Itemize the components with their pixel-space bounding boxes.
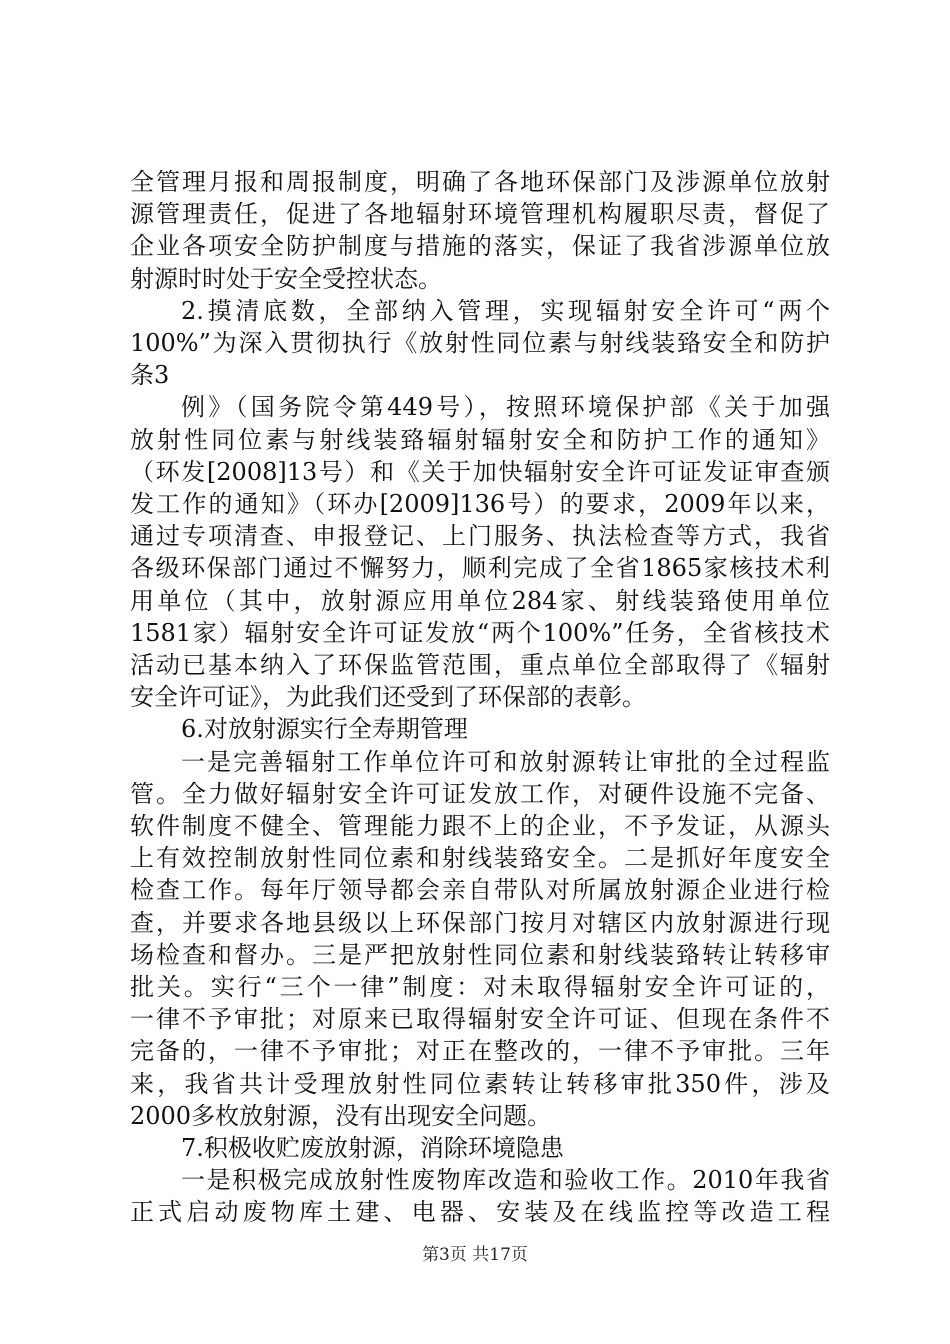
body-line: 放射性同位素与射线装臵辐射辐射安全和防护工作的通知》 <box>130 425 830 454</box>
body-line: 场检查和督办。三是严把放射性同位素和射线装臵转让转移审 <box>130 940 830 969</box>
section-heading: 7.积极收贮废放射源，消除环境隐患 <box>181 1134 564 1162</box>
section-heading: 6.对放射源实行全寿期管理 <box>181 715 468 744</box>
body-line: 正式启动废物库土建、电器、安装及在线监控等改造工程 <box>130 1198 830 1227</box>
body-line: 100%”为深入贯彻执行《放射性同位素与射线装臵安全和防护 <box>130 329 830 357</box>
body-line: 发工作的通知》（环办[2009]136号）的要求，2009年以来， <box>130 490 830 518</box>
body-line: 企业各项安全防护制度与措施的落实，保证了我省涉源单位放 <box>130 232 830 261</box>
body-line: 软件制度不健全、管理能力跟不上的企业，不予发证，从源头 <box>130 812 830 840</box>
body-line: 用单位（其中，放射源应用单位284家、射线装臵使用单位 <box>130 586 830 615</box>
body-line: 各级环保部门通过不懈努力，顺利完成了全省1865家核技术利 <box>130 554 830 583</box>
body-line: 管。全力做好辐射安全许可证发放工作，对硬件设施不完备、 <box>130 779 830 808</box>
body-line: 1581家）辐射安全许可证发放“两个100%”任务，全省核技术 <box>130 618 830 647</box>
body-line: 来，我省共计受理放射性同位素转让转移审批350件，涉及 <box>130 1069 830 1098</box>
body-line: 查，并要求各地县级以上环保部门按月对辖区内放射源进行现 <box>130 908 830 937</box>
body-line: 通过专项清查、申报登记、上门服务、执法检查等方式，我省 <box>130 522 830 551</box>
body-line: 射源时时处于安全受控状态。 <box>130 264 442 293</box>
body-line: 批关。实行“三个一律”制度：对未取得辐射安全许可证的， <box>130 973 830 1001</box>
body-line: 完备的，一律不予审批；对正在整改的，一律不予审批。三年 <box>130 1037 830 1066</box>
body-line: 2000多枚放射源，没有出现安全问题。 <box>130 1101 552 1130</box>
body-line: 全管理月报和周报制度，明确了各地环保部门及涉源单位放射 <box>130 168 830 196</box>
body-line: 上有效控制放射性同位素和射线装臵安全。二是抓好年度安全 <box>130 844 830 873</box>
body-line: 例》（国务院令第449号），按照环境保护部《关于加强 <box>181 393 830 422</box>
section-heading: 2.摸清底数，全部纳入管理，实现辐射安全许可“两个 <box>181 296 830 325</box>
body-line: 一律不予审批；对原来已取得辐射安全许可证、但现在条件不 <box>130 1005 830 1034</box>
page-footer: 第3页 共17页 <box>422 1245 528 1265</box>
body-line: 检查工作。每年厅领导都会亲自带队对所属放射源企业进行检 <box>130 876 830 905</box>
body-line: 条3 <box>130 361 170 390</box>
body-line: （环发[2008]13号）和《关于加快辐射安全许可证发证审查颁 <box>130 457 830 486</box>
body-line: 活动已基本纳入了环保监管范围，重点单位全部取得了《辐射 <box>130 651 830 679</box>
body-line: 一是完善辐射工作单位许可和放射源转让审批的全过程监 <box>181 747 830 776</box>
section-heading: 一是积极完成放射性废物库改造和验收工作。2010年我省 <box>181 1166 830 1195</box>
body-line: 源管理责任，促进了各地辐射环境管理机构履职尽责，督促了 <box>130 200 830 229</box>
body-line: 安全许可证》，为此我们还受到了环保部的表彰。 <box>130 683 646 712</box>
